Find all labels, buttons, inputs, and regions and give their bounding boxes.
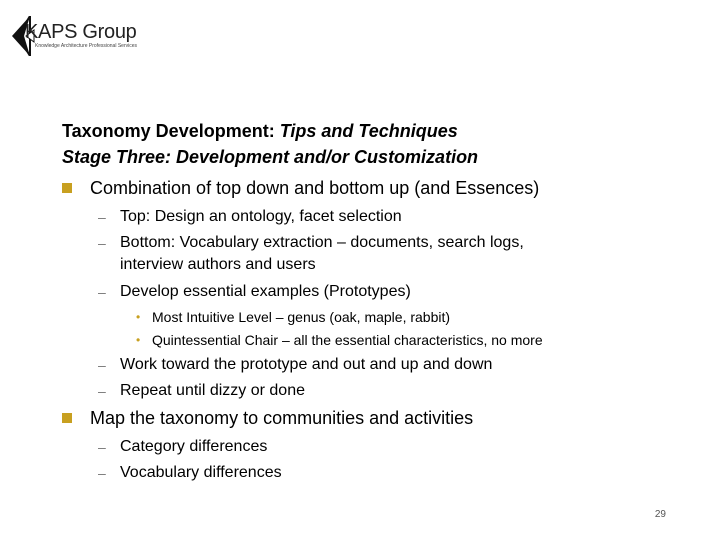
slide-title bbox=[62, 118, 478, 170]
bullet-1-5: – Repeat until dizzy or done bbox=[120, 380, 305, 402]
bullet-2-2: – Vocabulary differences bbox=[120, 462, 282, 484]
dot-bullet-icon: • bbox=[136, 333, 141, 347]
bullet-2-1: – Category differences bbox=[120, 436, 267, 458]
dash-bullet-icon: – bbox=[98, 284, 106, 300]
dash-bullet-icon: – bbox=[98, 209, 106, 225]
bullet-1-3-2: • Quintessential Chair – all the essential characteristics, no more bbox=[136, 332, 543, 348]
bullet-1-1: – Top: Design an ontology, facet selection bbox=[120, 206, 402, 228]
dash-bullet-icon: – bbox=[98, 235, 106, 251]
dash-bullet-icon: – bbox=[98, 465, 106, 481]
bullet-1-3: – Develop essential examples (Prototypes) bbox=[120, 281, 411, 303]
title-line-2: Stage Three: Development and/or Customization bbox=[62, 147, 479, 167]
page-number: 29 bbox=[654, 509, 666, 520]
logo-name: KAPS Group bbox=[25, 21, 137, 43]
square-bullet-icon bbox=[62, 413, 72, 423]
bullet-1-4: – Work toward the prototype and out and up and down bbox=[120, 354, 492, 376]
bullet-1: Combination of top down and bottom up (and Essences) bbox=[90, 177, 539, 199]
bullet-1-2-continued: interview authors and users bbox=[120, 256, 316, 273]
square-bullet-icon bbox=[62, 183, 72, 193]
bullet-1-3-1: • Most Intuitive Level – genus (oak, maple, rabbit) bbox=[136, 309, 451, 325]
title-line-1 bbox=[62, 118, 478, 144]
title-line-1-emphasis: Tips and Techniques bbox=[279, 121, 458, 141]
bullet-1-2: – Bottom: Vocabulary extraction – documents, search logs, bbox=[120, 232, 524, 254]
dot-bullet-icon: • bbox=[136, 310, 141, 324]
bullet-2: Map the taxonomy to communities and activities bbox=[90, 407, 473, 429]
dash-bullet-icon: – bbox=[98, 357, 106, 373]
title-line-1-prefix: Taxonomy Development: bbox=[62, 121, 280, 141]
dash-bullet-icon: – bbox=[98, 383, 106, 399]
logo-tagline: Knowledge Architecture Professional Services bbox=[35, 43, 137, 49]
dash-bullet-icon: – bbox=[98, 439, 106, 455]
